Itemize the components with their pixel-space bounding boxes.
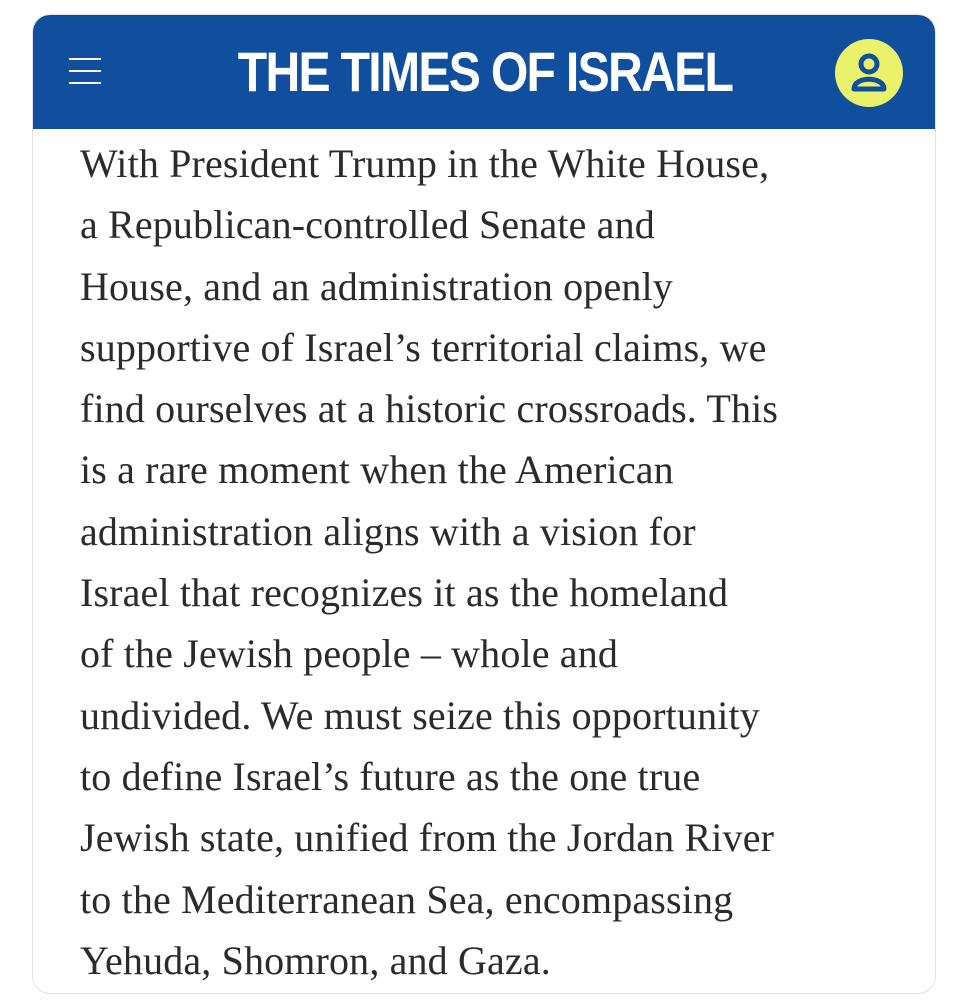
article-line: of the Jewish people – whole and <box>80 631 619 677</box>
article-line: find ourselves at a historic crossroads. This <box>80 386 779 432</box>
article-line: With President Trump in the White House, <box>80 141 770 186</box>
article-line: supportive of Israel’s territorial claims, we <box>80 324 767 370</box>
menu-button[interactable] <box>63 51 107 91</box>
site-header <box>33 15 936 129</box>
article-line: a Republican-controlled Senate and <box>80 202 655 248</box>
article-line: to define Israel’s future as the one true <box>80 753 701 799</box>
article-card <box>32 14 936 994</box>
article-line: Yehuda, Shomron, and Gaza. <box>80 937 551 983</box>
account-button[interactable] <box>835 39 903 107</box>
user-account-icon <box>835 39 903 107</box>
article-paragraph <box>80 133 920 991</box>
article-line: House, and an administration openly <box>80 263 673 309</box>
article-line: Israel that recognizes it as the homeland <box>80 570 729 616</box>
article-line: administration aligns with a vision for <box>80 508 696 554</box>
article-line: Jewish state, unified from the Jordan River <box>80 815 775 861</box>
site-logo-title[interactable]: THE TIMES OF ISRAEL <box>237 40 733 103</box>
article-line: is a rare moment when the American <box>80 447 674 493</box>
article-line: to the Mediterranean Sea, encompassing <box>80 876 734 922</box>
article-line: undivided. We must seize this opportunity <box>80 692 760 738</box>
